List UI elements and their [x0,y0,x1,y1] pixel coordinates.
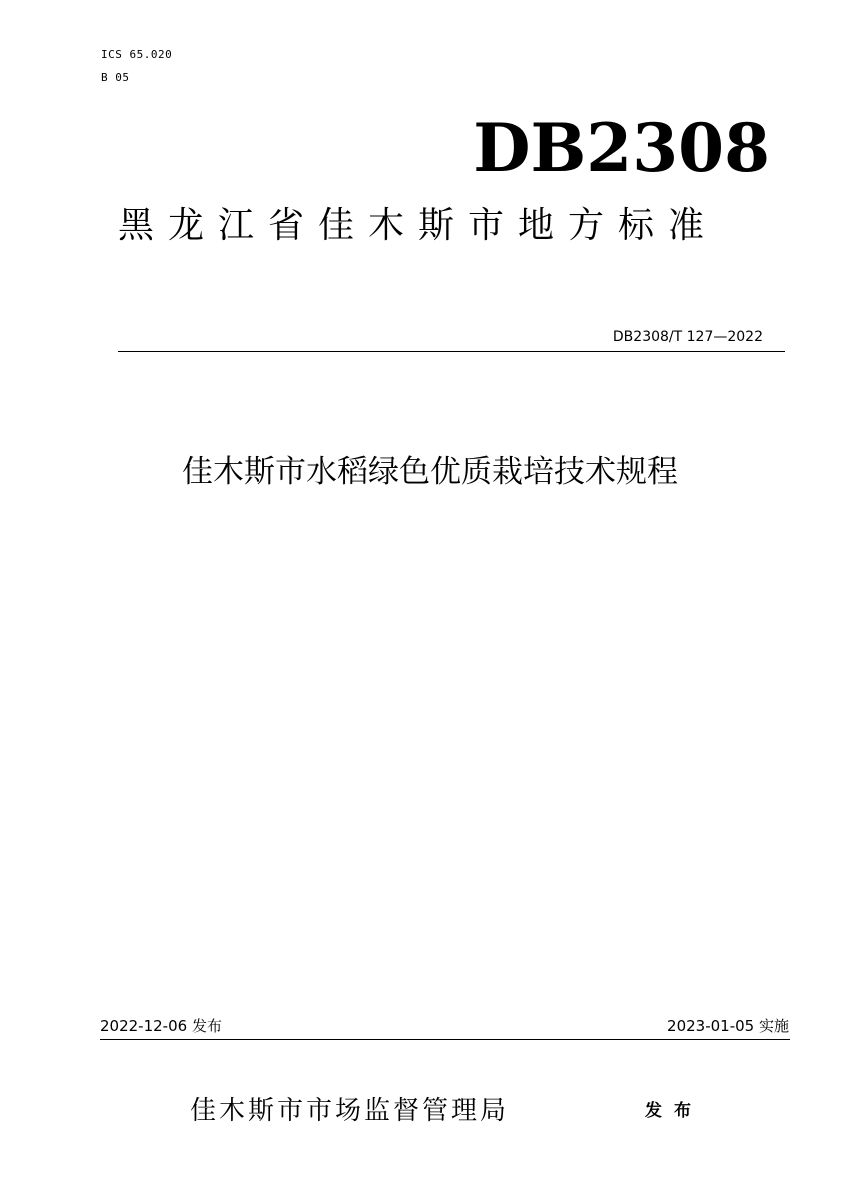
ccs-code: B 05 [101,71,130,84]
footer-divider [100,1039,790,1040]
standard-level-title: 黑龙江省佳木斯市地方标准 [118,205,719,246]
standard-number: DB2308/T 127—2022 [612,329,763,345]
document-title: 佳木斯市水稻绿色优质栽培技术规程 [182,454,678,490]
publish-label: 发布 [645,1101,703,1121]
issue-date: 2022-12-06 发布 [100,1017,222,1035]
issuing-authority: 佳木斯市市场监督管理局 [190,1096,510,1126]
ics-code: ICS 65.020 [101,48,173,61]
implementation-date: 2023-01-05 实施 [667,1017,789,1035]
standard-mark: DB2308 [473,109,770,187]
header-divider [118,351,785,352]
